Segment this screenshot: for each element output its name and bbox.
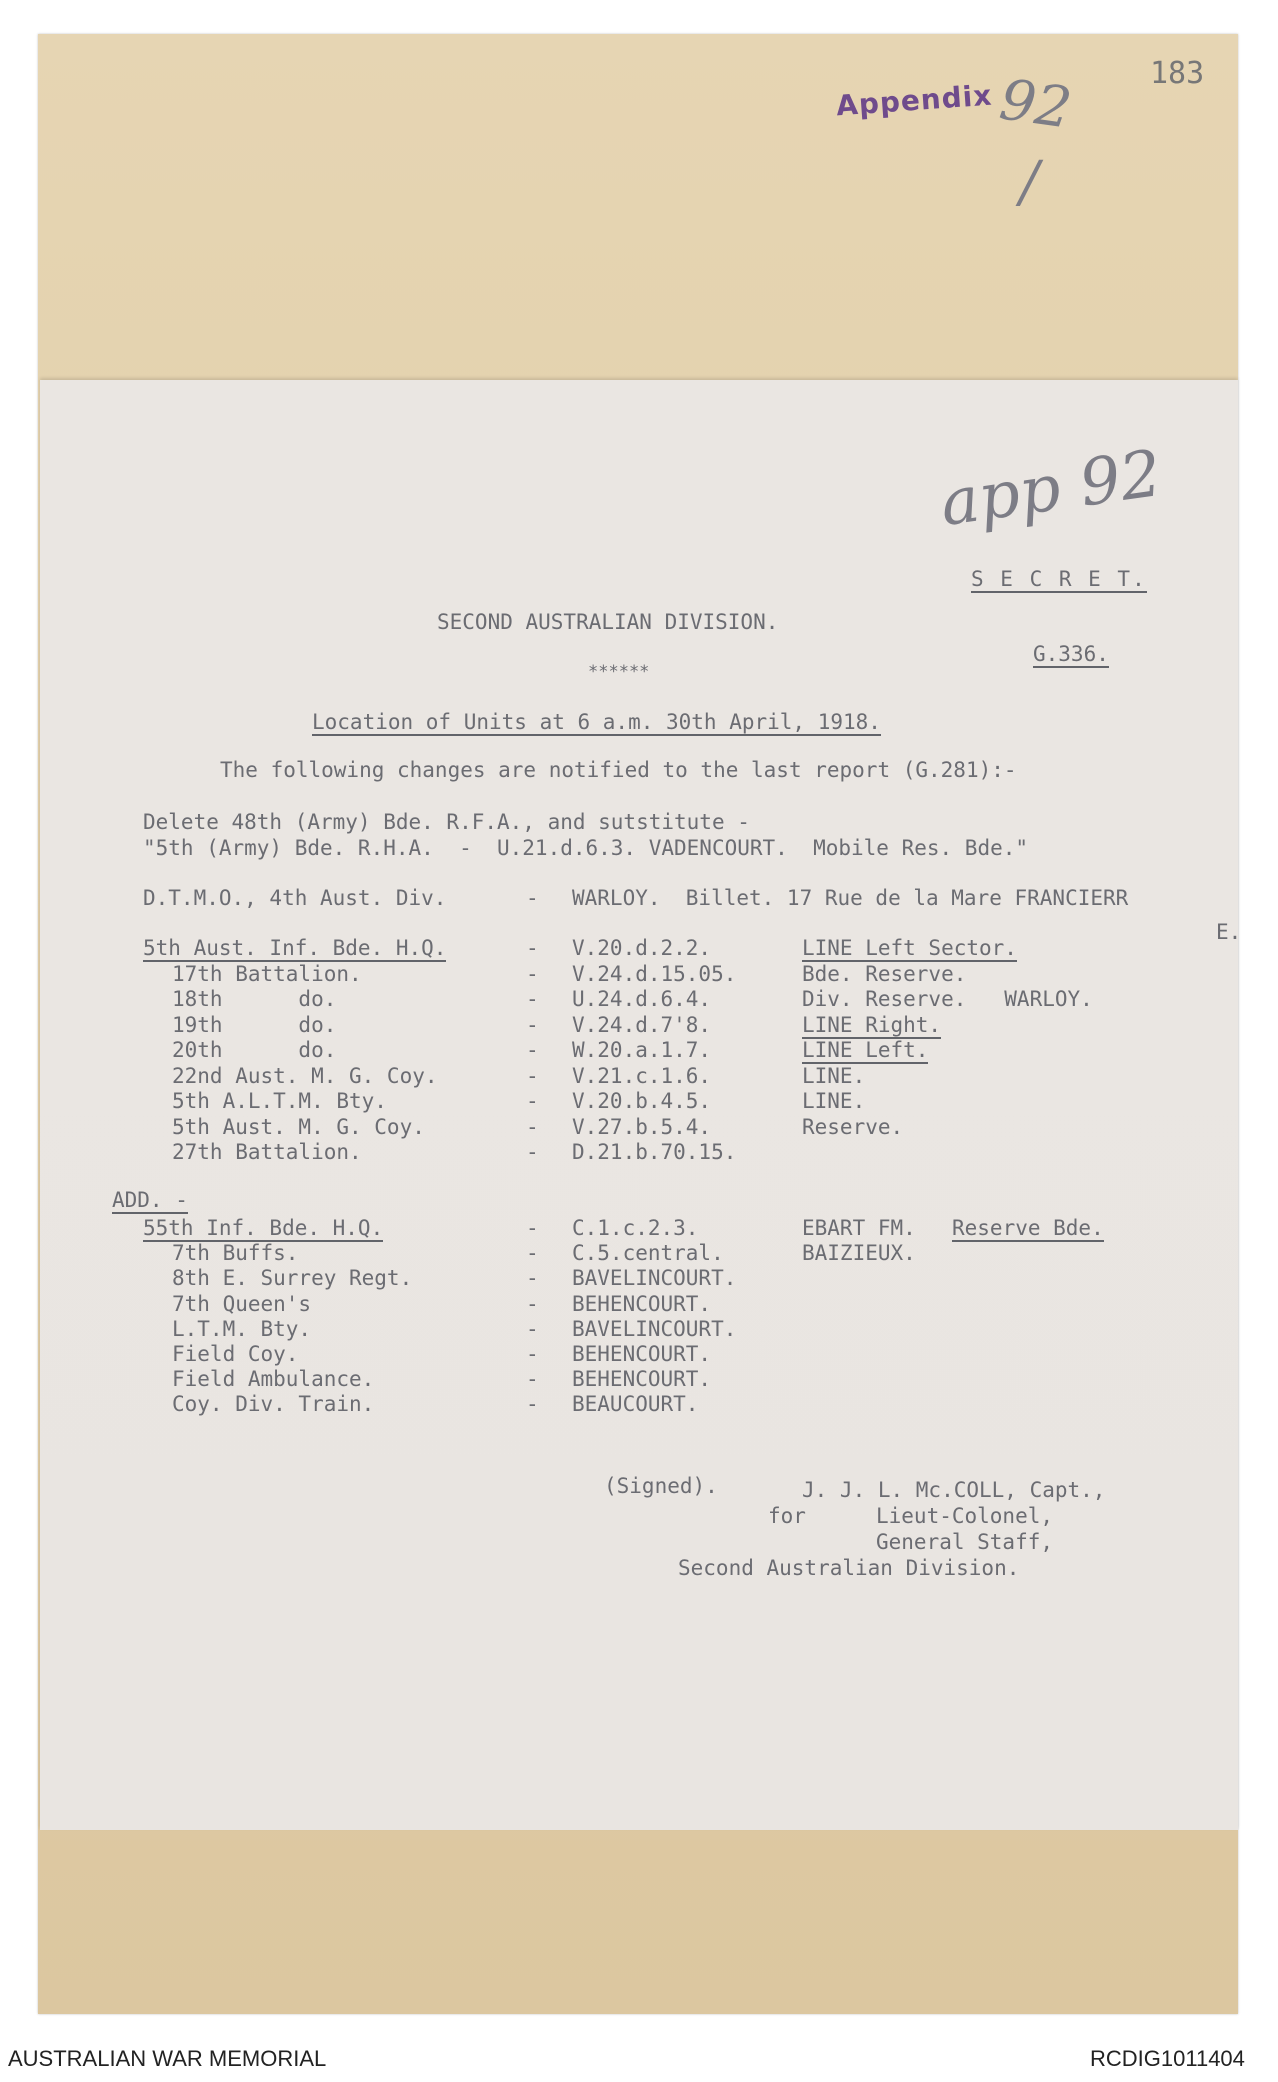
unit-dash: - [526,1063,539,1088]
add-unit-name: 55th Inf. Bde. H.Q. [143,1216,384,1240]
unit-location: D.21.b.70.15. [572,1140,737,1164]
add-unit-location: BAVELINCOURT. [572,1316,737,1341]
add-unit-dash: - [526,1367,539,1392]
page-number: 183 [1150,56,1205,91]
handwritten-note: app 92 [935,436,1166,542]
unit-dash: - [526,1012,539,1037]
unit-name: 17th Battalion. [172,961,362,986]
unit-dash: - [526,1140,539,1164]
division-heading: SECOND AUSTRALIAN DIVISION. [437,610,779,634]
signatory-name: J. J. L. Mc.COLL, Capt., [802,1478,1106,1502]
add-unit-dash: - [526,1342,539,1366]
unit-location: V.27.b.5.4. [572,1114,712,1139]
reference-number: G.336. [1033,642,1109,666]
add-unit-dash: - [526,1241,539,1266]
add-unit-name: Field Coy. [172,1342,299,1366]
add-unit-location: BEHENCOURT. [572,1342,712,1366]
signed-label: (Signed). [604,1474,718,1498]
signature-for: for [768,1504,806,1528]
unit-location: V.20.d.2.2. [572,936,712,960]
unit-location: V.20.b.4.5. [572,1089,712,1113]
signatory-staff: General Staff, [876,1530,1054,1554]
stamp-handwritten-number: 92 [995,67,1076,142]
unit-dash: - [526,1038,539,1062]
add-unit-status: EBART FM. [802,1216,916,1240]
unit-name: 19th do. [172,1012,337,1037]
unit-dash: - [526,1089,539,1113]
dtmo-location: WARLOY. Billet. 17 Rue de la Mare FRANCIERR [572,886,1129,910]
intro-line: The following changes are notified to the last report (G.281):- [220,758,1017,782]
unit-status: LINE Left. [802,1038,929,1062]
substitute-line: "5th (Army) Bde. R.H.A. - U.21.d.6.3. VADENCOURT. Mobile Res. Bde." [143,836,1029,860]
handwritten-mark: / [1020,150,1039,215]
unit-name: 18th do. [172,987,337,1011]
signatory-rank: Lieut-Colonel, [876,1504,1054,1528]
unit-name: 5th Aust. M. G. Coy. [172,1114,425,1139]
unit-status: LINE Right. [802,1012,942,1037]
dtmo-overflow: E. [1216,920,1242,944]
signatory-division: Second Australian Division. [678,1556,1020,1580]
add-unit-location: BEHENCOURT. [572,1367,712,1392]
add-unit-dash: - [526,1266,539,1291]
dtmo-dash: - [526,886,539,910]
unit-status: Div. Reserve. WARLOY. [802,987,1093,1011]
unit-location: V.21.c.1.6. [572,1063,712,1088]
unit-name: 5th Aust. Inf. Bde. H.Q. [143,936,447,960]
asterisks: ****** [588,662,650,682]
add-label: ADD. - [112,1188,188,1212]
footer-left: AUSTRALIAN WAR MEMORIAL [8,2046,327,2071]
footer-right: RCDIG1011404 [1090,2046,1245,2071]
add-unit-dash: - [526,1316,539,1341]
add-unit-name: 7th Buffs. [172,1241,299,1266]
unit-dash: - [526,961,539,986]
unit-location: U.24.d.6.4. [572,987,712,1011]
add-unit-location: BEHENCOURT. [572,1291,712,1316]
delete-line: Delete 48th (Army) Bde. R.F.A., and sutstitute - [143,810,750,834]
unit-name: 20th do. [172,1038,337,1062]
classification: S E C R E T. [971,567,1147,591]
unit-name: 27th Battalion. [172,1140,362,1164]
add-unit-dash: - [526,1392,539,1417]
add-unit-name: 7th Queen's [172,1291,312,1316]
add-unit-name: L.T.M. Bty. [172,1316,312,1341]
add-unit-name: Field Ambulance. [172,1367,375,1392]
add-unit-name: Coy. Div. Train. [172,1392,375,1417]
unit-dash: - [526,1114,539,1139]
add-unit-extra: Reserve Bde. [952,1216,1104,1240]
unit-location: V.24.d.7'8. [572,1012,712,1037]
unit-status: LINE Left Sector. [802,936,1017,960]
unit-location: V.24.d.15.05. [572,961,737,986]
unit-status: LINE. [802,1089,866,1113]
add-unit-location: BAVELINCOURT. [572,1266,737,1291]
add-unit-dash: - [526,1291,539,1316]
unit-name: 22nd Aust. M. G. Coy. [172,1063,438,1088]
unit-name: 5th A.L.T.M. Bty. [172,1089,387,1113]
add-unit-name: 8th E. Surrey Regt. [172,1266,413,1291]
add-unit-location: C.1.c.2.3. [572,1216,699,1240]
dtmo-unit: D.T.M.O., 4th Aust. Div. [143,886,447,910]
add-unit-status: BAIZIEUX. [802,1241,916,1266]
unit-dash: - [526,936,539,960]
unit-status: Bde. Reserve. [802,961,967,986]
unit-location: W.20.a.1.7. [572,1038,712,1062]
unit-status: LINE. [802,1063,866,1088]
add-unit-location: BEAUCOURT. [572,1392,699,1417]
appendix-stamp: Appendix [835,78,994,123]
add-unit-dash: - [526,1216,539,1240]
unit-dash: - [526,987,539,1011]
unit-status: Reserve. [802,1114,904,1139]
document-title: Location of Units at 6 a.m. 30th April, 1918. [312,710,881,734]
add-unit-location: C.5.central. [572,1241,724,1266]
